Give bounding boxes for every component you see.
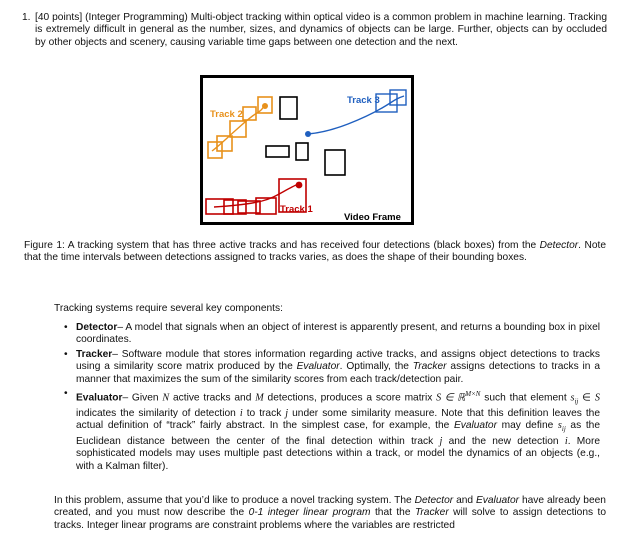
term-description: indicates the similarity of detection — [76, 407, 240, 419]
caption-detector: Detector — [539, 240, 579, 251]
term-description: ∈ — [578, 392, 595, 404]
term-description: assigns detections to tracks in a manner that maximizes the sum of the similarity scores from each track/detection pair. — [76, 361, 600, 385]
term-evaluator: Evaluator — [76, 392, 123, 404]
track-1-label: Track 1 — [280, 204, 313, 215]
math-s-real: S ∈ ℝ — [436, 392, 466, 404]
math-s: s — [557, 420, 562, 432]
math-sup: M×N — [465, 390, 481, 399]
math-i: i — [239, 407, 243, 419]
caption-text: . Note that the time intervals between detections assigned to tracks varies, as does the shape of their bounding boxes. — [24, 240, 606, 264]
closing-text: have already been created, and you must now describe the — [54, 495, 606, 519]
term-description: . Optimally, the — [339, 361, 413, 373]
math-sub: ij — [561, 425, 566, 434]
term-tracker: Tracker — [76, 348, 113, 360]
math-i: i — [564, 435, 568, 447]
term-description: and the new detection — [442, 435, 565, 447]
track-2-head — [262, 103, 268, 109]
inline-evaluator: Evaluator — [476, 495, 520, 506]
term-description: such that element — [480, 392, 571, 404]
track-2-label: Track 2 — [210, 109, 243, 120]
closing-paragraph — [54, 495, 606, 532]
figure-caption — [24, 240, 606, 265]
list-item — [54, 322, 600, 347]
list-item — [54, 349, 600, 386]
video-frame-label: Video Frame — [344, 212, 401, 223]
caption-text: Figure 1: A tracking system that has three active tracks and has received four detections (black boxes) from the — [24, 240, 540, 251]
term-description: to track — [242, 407, 286, 419]
term-description: may define — [497, 420, 558, 432]
closing-text: and — [453, 495, 476, 506]
question-number: 1. — [22, 12, 31, 23]
bullet-icon: • — [64, 348, 68, 360]
closing-text: will solve to assign detections to tracks. Integer linear programs are constraint problems where the variables are restricted — [54, 507, 607, 531]
bullet-icon: • — [64, 388, 68, 400]
tracking-figure — [200, 75, 414, 225]
math-j: j — [439, 435, 443, 447]
term-description: active tracks and — [169, 392, 256, 404]
question-paragraph — [22, 12, 607, 49]
math-j: j — [285, 407, 289, 419]
inline-detector: Detector — [414, 495, 454, 506]
term-description: under some similarity measure. Note that this definition leaves the actual definition of “track” fairly abstract. In the simplest case, for example, the — [76, 407, 600, 432]
inline-ilp: 0-1 integer linear program — [248, 507, 371, 519]
term-description: as the Euclidean distance between the center of the final detection within track — [76, 420, 600, 447]
term-description: – A model that signals when an object of interest is apparently present, and returns a bounding box in pixel coordinates. — [76, 322, 600, 346]
term-description: – Software module that stores information regarding active tracks, and assigns object detections to tracks using a similarity score matrix produced by the — [76, 348, 600, 373]
inline-evaluator: Evaluator — [453, 420, 497, 432]
closing-text: In this problem, assume that you’d like to produce a novel tracking system. The — [54, 495, 415, 506]
term-detector: Detector — [76, 322, 118, 333]
track-1-head — [296, 182, 303, 189]
bullet-icon: • — [64, 322, 68, 333]
term-description: – Given — [122, 392, 163, 404]
math-m: M — [255, 392, 264, 404]
closing-text: that the — [370, 507, 415, 519]
term-description: . More sophisticated models may uses multiple past detections within a track, or model the dynamics of an objects (e.g., with a Kalman filter). — [76, 435, 600, 472]
inline-tracker: Tracker — [414, 507, 449, 519]
question-text: [40 points] (Integer Programming) Multi-object tracking within optical video is a common problem in machine learning. Tracking is extremely difficult in general as the number, sizes, and dynamics of objects can be large. Further, objects can by occluded by other objects and scenery, causing variable time gaps between one detection and the next. — [35, 12, 607, 48]
track-3-label: Track 3 — [347, 95, 380, 106]
inline-evaluator: Evaluator — [296, 361, 340, 373]
math-sub: ij — [574, 397, 579, 406]
components-list — [54, 322, 600, 475]
math-s-matrix: S — [594, 392, 600, 404]
components-intro: Tracking systems require several key components: — [54, 303, 283, 314]
math-n: N — [162, 392, 170, 404]
inline-tracker: Tracker — [412, 361, 447, 373]
list-item — [54, 388, 600, 473]
track-3-head — [305, 131, 311, 137]
term-description: detections, produces a score matrix — [263, 392, 437, 404]
math-s: s — [570, 392, 575, 404]
